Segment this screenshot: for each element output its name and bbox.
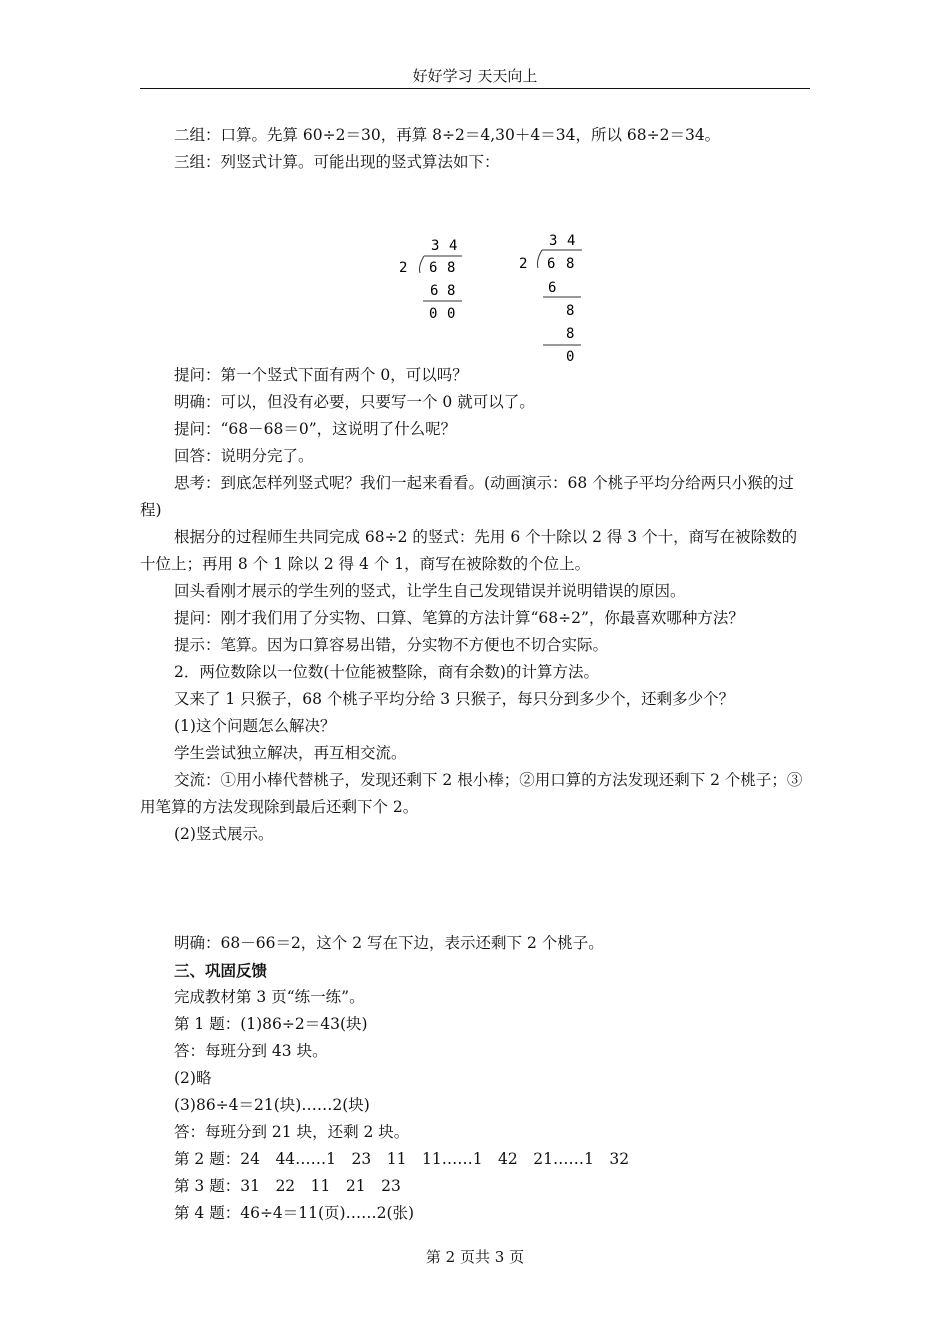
second-quotient-tens: 3 <box>549 233 558 249</box>
paragraph: (2)竖式展示。 <box>174 825 274 843</box>
paragraph: 三组：列竖式计算。可能出现的竖式算法如下： <box>174 153 500 171</box>
second-quotient-ones: 4 <box>567 233 576 249</box>
paragraph: 第 1 题：(1)86÷2＝43(块) <box>174 1015 368 1033</box>
header-rule <box>140 88 810 89</box>
second-step2: 8 <box>566 326 575 342</box>
second-remainder: 0 <box>566 349 575 362</box>
second-dividend-tens: 6 <box>547 256 556 272</box>
paragraph: 提问：“68－68＝0”，这说明了什么呢？ <box>174 420 457 438</box>
second-divisor: 2 <box>519 256 528 272</box>
first-sub-ones: 8 <box>447 283 456 299</box>
document-body <box>140 122 812 1227</box>
paragraph: 又来了 1 只猴子，68 个桃子平均分给 3 只猴子，每只分到多少个，还剩多少个？ <box>174 690 735 708</box>
paragraph: 回头看刚才展示的学生列的竖式，让学生自己发现错误并说明错误的原因。 <box>174 582 686 600</box>
first-rem-tens: 0 <box>429 306 438 322</box>
first-divisor: 2 <box>399 260 408 276</box>
paragraph: 2．两位数除以一位数(十位能被整除，商有余数)的计算方法。 <box>174 663 599 681</box>
long-division-second <box>519 233 582 362</box>
paragraph: 提示：笔算。因为口算容易出错，分实物不方便也不切合实际。 <box>174 636 609 654</box>
paragraph-based: 根据分的过程师生共同完成 68÷2 的竖式：先用 6 个十除以 2 得 3 个十，商写在被除数的十位上；再用 8 个 1 除以 2 得 4 个 1，商写在被除数的个位上。 <box>140 528 798 573</box>
second-bring-down: 8 <box>566 303 575 319</box>
paragraph-think: 思考：到底怎样列竖式呢？我们一起来看看。(动画演示：68 个桃子平均分给两只小猴的过程) <box>140 474 794 519</box>
long-division-figures <box>140 176 812 362</box>
paragraph: 答：每班分到 43 块。 <box>174 1042 328 1060</box>
first-division-bracket <box>420 256 425 273</box>
paragraph: 完成教材第 3 页“练一练”。 <box>174 988 365 1006</box>
paragraph-exchange: 交流：①用小棒代替桃子，发现还剩下 2 根小棒；②用口算的方法发现还剩下 2 个桃子；③用笔算的方法发现除到最后还剩下个 2。 <box>140 771 803 816</box>
paragraph: 第 4 题：46÷4＝11(页)……2(张) <box>174 1204 415 1222</box>
second-division-bracket <box>538 250 543 268</box>
first-rem-ones: 0 <box>447 306 456 322</box>
long-division-first <box>399 238 462 322</box>
paragraph: 回答：说明分完了。 <box>174 447 314 465</box>
second-step1: 6 <box>548 280 557 296</box>
first-dividend-ones: 8 <box>447 260 456 276</box>
paragraph: (2)略 <box>174 1069 212 1087</box>
page-footer: 第 2 页共 3 页 <box>425 1248 525 1266</box>
paragraph: 提问：第一个竖式下面有两个 0，可以吗？ <box>174 366 468 384</box>
paragraph: 第 2 题：24 44……1 23 11 11……1 42 21……1 32 <box>174 1150 630 1168</box>
page-header: 好好学习 天天向上 <box>412 67 538 85</box>
paragraph: 学生尝试独立解决，再互相交流。 <box>174 744 407 762</box>
paragraph: 第 3 题：31 22 11 21 23 <box>174 1177 401 1195</box>
paragraph: 明确：可以，但没有必要，只要写一个 0 就可以了。 <box>174 393 535 411</box>
first-quotient-ones: 4 <box>449 238 458 254</box>
second-dividend-ones: 8 <box>566 256 575 272</box>
first-quotient-tens: 3 <box>431 238 440 254</box>
paragraph: 答：每班分到 21 块，还剩 2 块。 <box>174 1123 410 1141</box>
first-sub-tens: 6 <box>430 283 439 299</box>
section-heading: 三、巩固反馈 <box>174 961 268 980</box>
paragraph: (1)这个问题怎么解决？ <box>174 717 336 735</box>
first-dividend-tens: 6 <box>429 260 438 276</box>
paragraph: 明确：68－66＝2，这个 2 写在下边，表示还剩下 2 个桃子。 <box>174 934 604 952</box>
paragraph: 二组：口算。先算 60÷2＝30，再算 8÷2＝4,30＋4＝34，所以 68÷2＝34。 <box>174 126 721 144</box>
blank-space <box>140 848 812 930</box>
paragraph: 提问：刚才我们用了分实物、口算、笔算的方法计算“68÷2”，你最喜欢哪种方法？ <box>174 609 744 627</box>
paragraph: (3)86÷4＝21(块)……2(块) <box>174 1096 370 1114</box>
